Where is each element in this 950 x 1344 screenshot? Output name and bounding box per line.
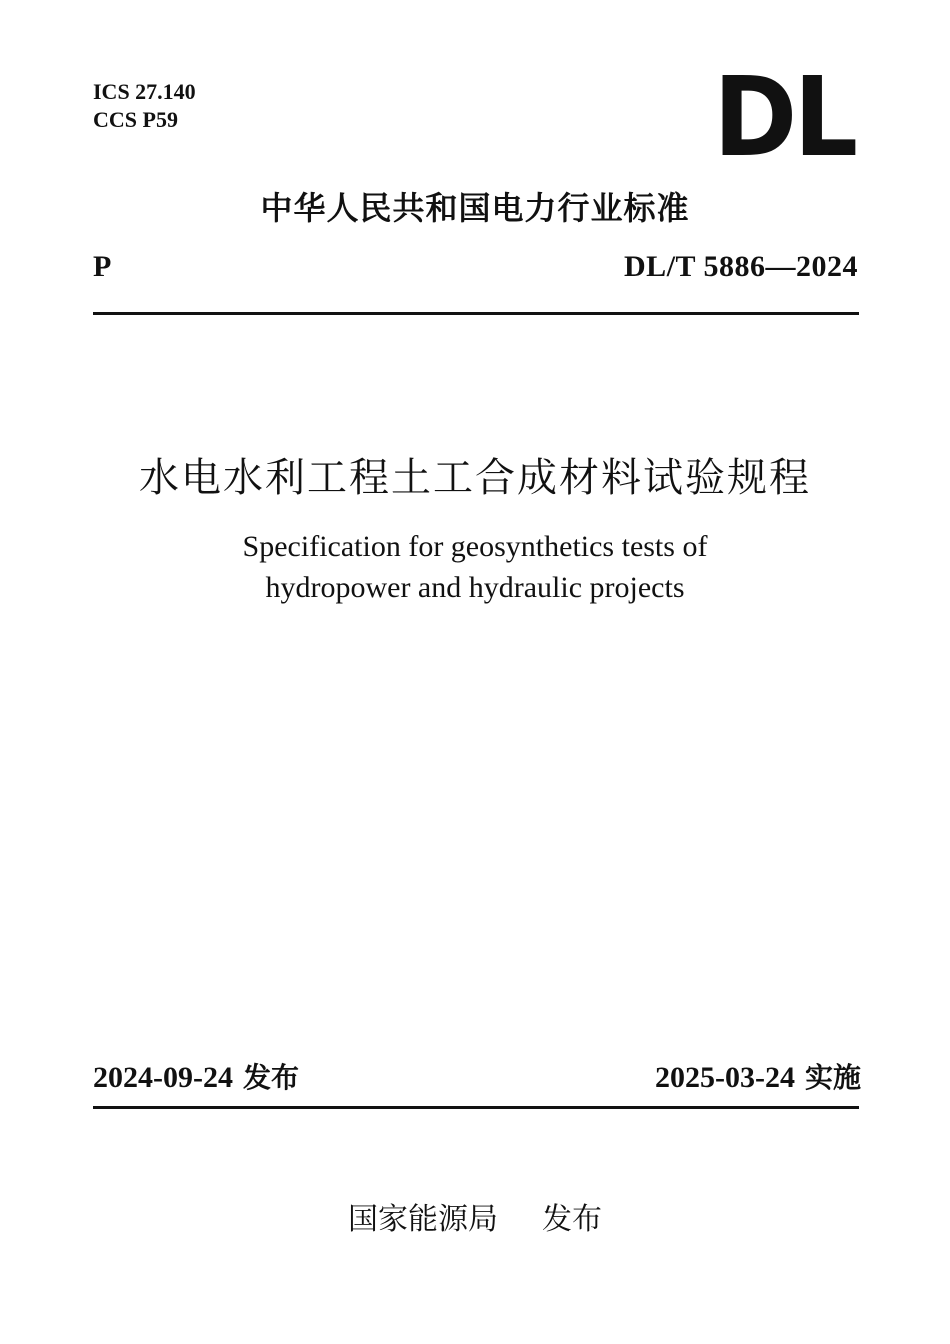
standard-type: 中华人民共和国电力行业标准	[260, 189, 690, 227]
dl-logo: DL	[712, 53, 854, 181]
bottom-divider	[93, 1106, 859, 1109]
title-english	[0, 526, 950, 608]
issuer-line	[0, 1194, 950, 1238]
issuer-name: 国家能源局	[348, 1202, 498, 1237]
category-code: P	[93, 250, 112, 283]
publish-date: 2024-09-24	[93, 1061, 233, 1094]
standard-number: DL/T 5886—2024	[624, 250, 858, 283]
implement-date: 2025-03-24	[655, 1061, 795, 1094]
title-chinese: 水电水利工程土工合成材料试验规程	[139, 455, 811, 501]
classification-codes	[93, 78, 196, 134]
top-divider	[93, 312, 859, 315]
implement-date-block	[655, 1056, 861, 1096]
title-english-line1: Specification for geosynthetics tests of	[242, 530, 708, 563]
ics-code: ICS 27.140	[93, 79, 196, 104]
publish-label: 发布	[242, 1061, 299, 1094]
title-english-line2: hydropower and hydraulic projects	[265, 571, 685, 604]
issuer-verb: 发布	[542, 1202, 602, 1237]
implement-label: 实施	[804, 1061, 861, 1094]
publish-date-block	[93, 1056, 299, 1096]
ccs-code: CCS P59	[93, 107, 178, 132]
